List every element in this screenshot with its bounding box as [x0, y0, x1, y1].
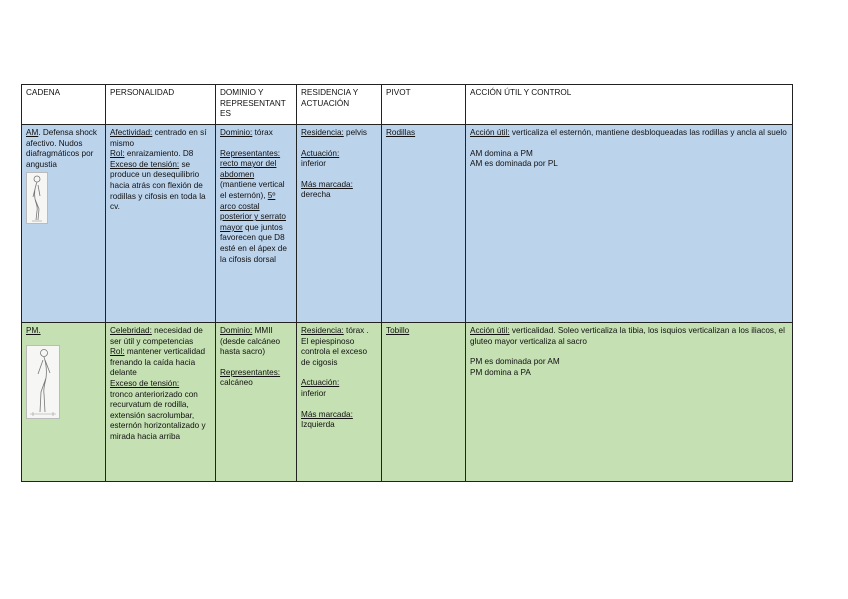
afectividad-text: centrado en sí mismo [110, 128, 207, 148]
exceso-label: Exceso de tensión: [110, 159, 180, 169]
table-row-am [22, 125, 793, 323]
actuacion-label: Actuación: [301, 148, 340, 158]
representantes-link-2: 5º arco costal posterior y serrato mayor [220, 190, 286, 232]
posture-figure-icon [26, 345, 60, 419]
control-text-2: AM es dominada por PL [470, 159, 558, 169]
accion-text: verticalidad. Soleo verticaliza la tibia, los isquios verticalizan a los iliacos, el gluteo mayor verticaliza al sacro [470, 326, 785, 346]
dominio-text: tórax [252, 128, 273, 137]
celebridad-text: necesidad de ser útil y competencias [110, 326, 203, 346]
cell-pm-personalidad [106, 323, 216, 482]
header-accion: ACCIÓN ÚTIL Y CONTROL [466, 85, 793, 125]
cell-pm-accion [466, 323, 793, 482]
residencia-label: Residencia: [301, 326, 344, 335]
cadena-name: AM [26, 128, 39, 137]
dominio-label: Dominio: [220, 326, 253, 335]
residencia-label: Residencia: [301, 128, 344, 137]
exceso-text: se produce un desequilibrio hacia atrás con flexión de rodillas y cifosis en toda la cv. [110, 159, 206, 212]
afectividad-label: Afectividad: [110, 128, 153, 137]
header-cadena: CADENA [22, 85, 106, 125]
cell-pm-cadena [22, 323, 106, 482]
residencia-text: tórax . El epiespinoso controla el exceso de cigosis [301, 326, 369, 367]
representantes-link-1: recto mayor del abdomen [220, 159, 277, 179]
actuacion-text: inferior [301, 388, 327, 398]
pivot-text: Rodillas [386, 128, 416, 137]
cell-pm-pivot [382, 323, 466, 482]
marcada-text: Izquierda [301, 420, 335, 430]
control-text-1: AM domina a PM [470, 148, 533, 158]
header-residencia: RESIDENCIA Y ACTUACIÓN [297, 85, 382, 125]
cadena-name: PM. [26, 326, 41, 335]
cell-am-cadena [22, 125, 106, 323]
accion-text: verticaliza el esternón, mantiene desbloqueadas las rodillas y ancla al suelo [509, 128, 787, 137]
cell-am-residencia [297, 125, 382, 323]
cadena-text: . Defensa shock afectivo. Nudos diafragmáticos por angustia [26, 128, 97, 169]
cell-am-pivot [382, 125, 466, 323]
header-personalidad: PERSONALIDAD [106, 85, 216, 125]
cell-am-accion [466, 125, 793, 323]
rol-label: Rol: [110, 149, 125, 159]
rol-text: enraizamiento. D8 [124, 149, 194, 159]
representantes-label: Representantes: [220, 148, 281, 158]
header-pivot: PIVOT [382, 85, 466, 125]
table-row-pm [22, 323, 793, 482]
cell-am-personalidad [106, 125, 216, 323]
pivot-text: Tobillo [386, 326, 410, 335]
representantes-label: Representantes: [220, 367, 281, 377]
dominio-text: MMII (desde calcáneo hasta sacro) [220, 326, 281, 357]
rol-text: mantener verticalidad frenando la caída hacia delante [110, 347, 206, 378]
control-text-2: PM domina a PA [470, 367, 531, 377]
control-text-1: PM es dominada por AM [470, 357, 560, 367]
rol-label: Rol: [110, 347, 125, 357]
cadenas-table [21, 84, 793, 482]
exceso-label: Exceso de tensión: [110, 378, 180, 388]
actuacion-label: Actuación: [301, 378, 340, 388]
actuacion-text: inferior [301, 159, 327, 169]
dominio-label: Dominio: [220, 128, 253, 137]
representantes-text-2: que juntos favorecen que D8 esté en el ápex de la cifosis dorsal [220, 222, 287, 264]
representantes-text-1: (mantiene vertical el esternón), [220, 180, 285, 200]
header-row [22, 85, 793, 125]
representantes-text: calcáneo [220, 378, 253, 388]
cell-pm-residencia [297, 323, 382, 482]
header-dominio: DOMINIO Y REPRESENTANT ES [216, 85, 297, 125]
posture-figure-icon [26, 172, 48, 224]
residencia-text: pelvis [343, 128, 367, 137]
cell-am-dominio [216, 125, 297, 323]
marcada-label: Más marcada: [301, 409, 353, 419]
marcada-text: derecha [301, 190, 331, 200]
exceso-text: tronco anteriorizado con recurvatum de rodilla, extensión sacrolumbar, esternón horizontalizado y mirada hacia arriba [110, 389, 206, 441]
marcada-label: Más marcada: [301, 179, 353, 189]
accion-label: Acción útil: [470, 128, 510, 137]
celebridad-label: Celebridad: [110, 326, 152, 335]
cell-pm-dominio [216, 323, 297, 482]
accion-label: Acción útil: [470, 326, 510, 335]
